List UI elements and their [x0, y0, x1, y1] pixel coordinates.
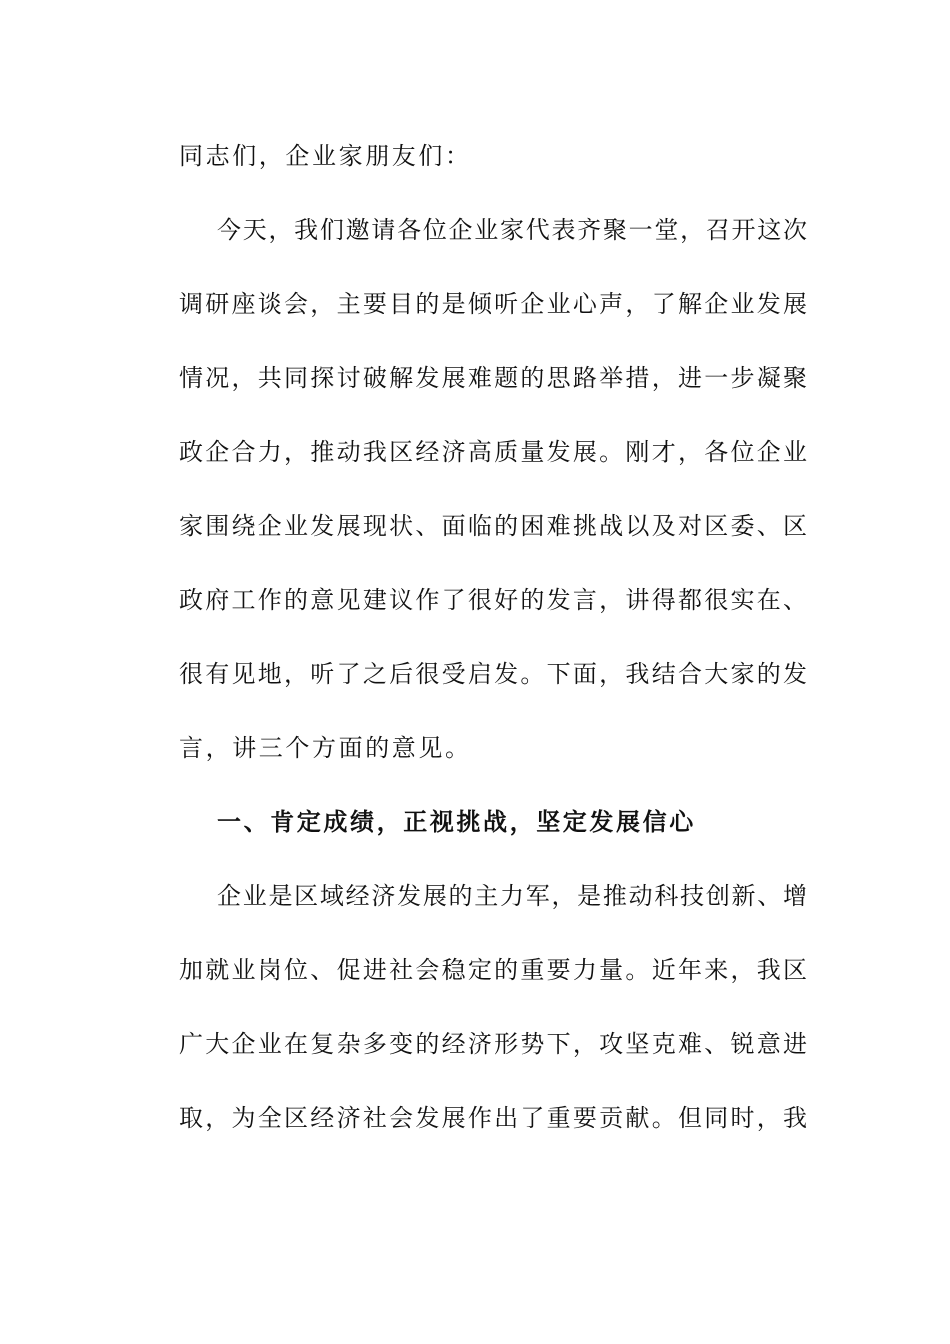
paragraph-1-line-6: 政府工作的意见建议作了很好的发言，讲得都很实在、 — [179, 586, 807, 614]
section-heading-1: 一、肯定成绩，正视挑战，坚定发展信心 — [217, 808, 696, 836]
paragraph-1-line-8: 言，讲三个方面的意见。 — [179, 734, 472, 762]
paragraph-1-line-1: 今天，我们邀请各位企业家代表齐聚一堂，召开这次 — [217, 216, 807, 244]
paragraph-2-line-1: 企业是区域经济发展的主力军，是推动科技创新、增 — [217, 882, 807, 910]
paragraph-1-line-2: 调研座谈会，主要目的是倾听企业心声，了解企业发展 — [179, 290, 807, 318]
document-body — [179, 128, 807, 1164]
paragraph-2-line-2: 加就业岗位、促进社会稳定的重要力量。近年来，我区 — [179, 956, 807, 984]
paragraph-2-line-3: 广大企业在复杂多变的经济形势下，攻坚克难、锐意进 — [179, 1030, 807, 1058]
paragraph-1-line-7: 很有见地，听了之后很受启发。下面，我结合大家的发 — [179, 660, 807, 688]
paragraph-2-line-4: 取，为全区经济社会发展作出了重要贡献。但同时，我 — [179, 1104, 807, 1132]
paragraph-1-line-3: 情况，共同探讨破解发展难题的思路举措，进一步凝聚 — [179, 364, 807, 392]
paragraph-1-line-4: 政企合力，推动我区经济高质量发展。刚才，各位企业 — [179, 438, 807, 466]
paragraph-1-line-5: 家围绕企业发展现状、面临的困难挑战以及对区委、区 — [179, 512, 807, 540]
salutation-line: 同志们，企业家朋友们： — [179, 142, 472, 170]
